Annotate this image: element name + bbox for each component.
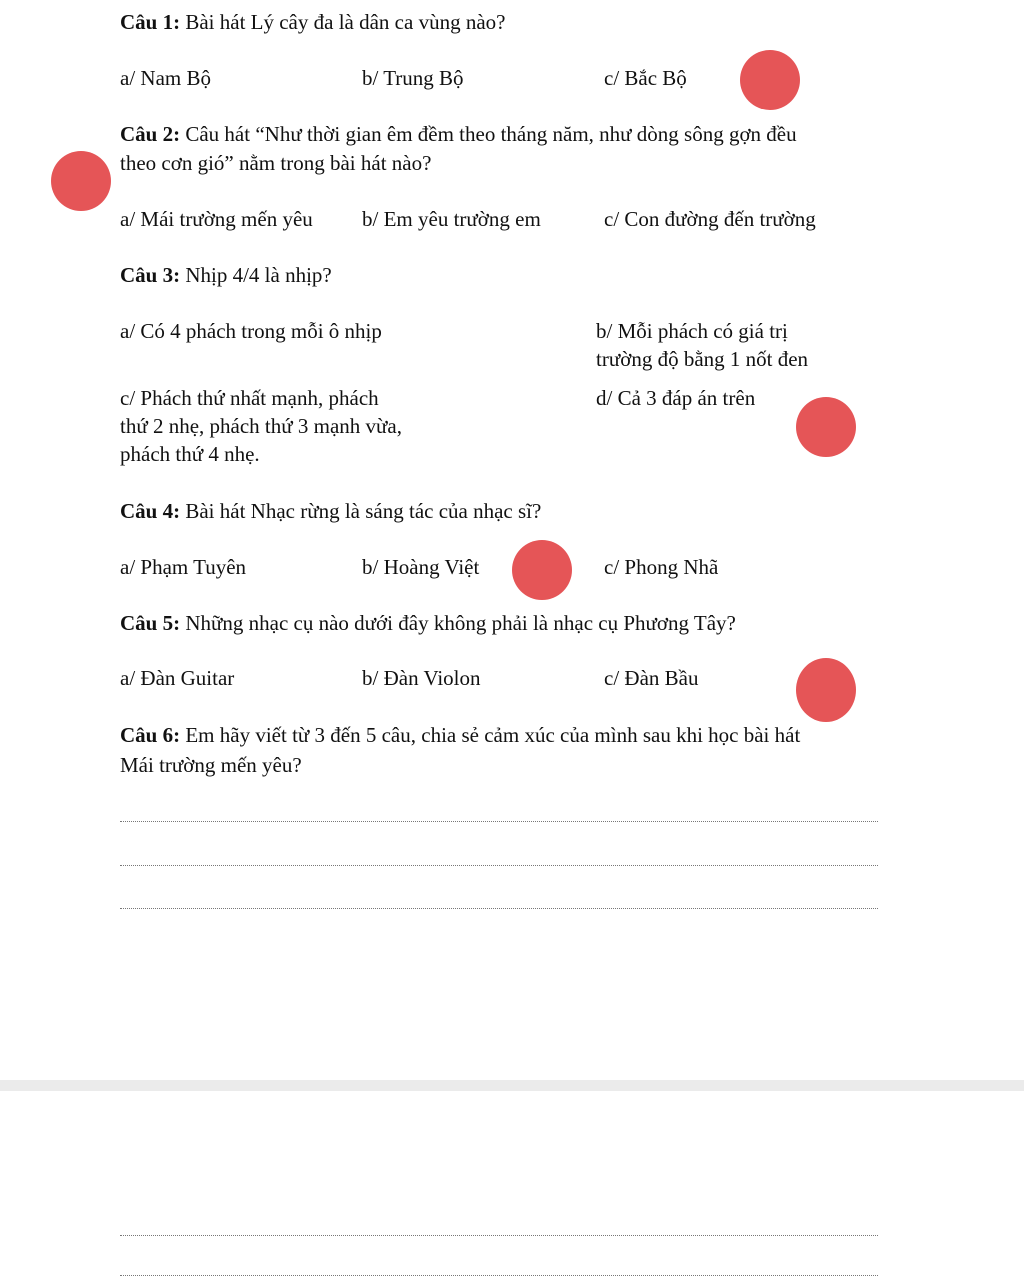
question-5: [120, 609, 736, 637]
answer-line[interactable]: [120, 865, 878, 866]
red-marker-dot: [51, 151, 111, 211]
question-1: [120, 8, 505, 36]
answer-line[interactable]: [120, 908, 878, 909]
q4-option-b[interactable]: b/ Hoàng Việt: [362, 555, 480, 579]
question-2-text-line-2: theo cơn gió” nằm trong bài hát nào?: [120, 151, 432, 175]
q1-option-a[interactable]: a/ Nam Bộ: [120, 66, 211, 90]
red-marker-dot: [796, 658, 856, 722]
red-marker-dot: [796, 397, 856, 457]
question-1-number: Câu 1:: [120, 10, 181, 34]
q2-option-b[interactable]: b/ Em yêu trường em: [362, 207, 541, 231]
question-3: [120, 261, 332, 289]
q3-option-d[interactable]: d/ Cả 3 đáp án trên: [596, 386, 756, 410]
question-4-text: Bài hát Nhạc rừng là sáng tác của nhạc sĩ?: [185, 499, 542, 523]
question-4-number: Câu 4:: [120, 499, 181, 523]
q5-option-b[interactable]: b/ Đàn Violon: [362, 666, 481, 690]
question-6: [120, 721, 800, 749]
q3-option-c-line-2: thứ 2 nhẹ, phách thứ 3 mạnh vừa,: [120, 414, 403, 438]
question-2: [120, 120, 797, 148]
question-3-text: Nhịp 4/4 là nhịp?: [185, 263, 332, 287]
q3-option-c-line-1: c/ Phách thứ nhất mạnh, phách: [120, 386, 379, 410]
q3-option-b[interactable]: [596, 317, 808, 373]
answer-line[interactable]: [120, 1275, 878, 1276]
question-6-text-line-1: Em hãy viết từ 3 đến 5 câu, chia sẻ cảm xúc của mình sau khi học bài hát: [185, 723, 801, 747]
red-marker-dot: [512, 540, 572, 600]
question-1-text: Bài hát Lý cây đa là dân ca vùng nào?: [185, 10, 506, 34]
question-2-number: Câu 2:: [120, 122, 181, 146]
q5-option-c[interactable]: c/ Đàn Bầu: [604, 666, 699, 690]
answer-line[interactable]: [120, 821, 878, 822]
q4-option-a[interactable]: a/ Phạm Tuyên: [120, 555, 247, 579]
q1-option-c[interactable]: c/ Bắc Bộ: [604, 66, 687, 90]
question-4: [120, 497, 541, 525]
red-marker-dot: [740, 50, 800, 110]
q4-option-c[interactable]: c/ Phong Nhã: [604, 555, 719, 579]
q3-option-a[interactable]: a/ Có 4 phách trong mỗi ô nhịp: [120, 319, 382, 343]
q3-option-c[interactable]: [120, 384, 402, 468]
q5-option-a[interactable]: a/ Đàn Guitar: [120, 666, 235, 690]
q3-option-c-line-3: phách thứ 4 nhẹ.: [120, 442, 260, 466]
q3-option-b-line-2: trường độ bằng 1 nốt đen: [596, 347, 809, 371]
question-6-text-line-2: Mái trường mến yêu?: [120, 753, 302, 777]
question-5-text: Những nhạc cụ nào dưới đây không phải là nhạc cụ Phương Tây?: [185, 611, 736, 635]
question-3-number: Câu 3:: [120, 263, 181, 287]
q2-option-c[interactable]: c/ Con đường đến trường: [604, 207, 816, 231]
q1-option-b[interactable]: b/ Trung Bộ: [362, 66, 464, 90]
question-2-text-line-1: Câu hát “Như thời gian êm đềm theo tháng năm, như dòng sông gợn đều: [185, 122, 797, 146]
answer-line[interactable]: [120, 1235, 878, 1236]
q3-option-b-line-1: b/ Mỗi phách có giá trị: [596, 319, 788, 343]
page-separator: [0, 1080, 1024, 1091]
question-5-number: Câu 5:: [120, 611, 181, 635]
question-6-number: Câu 6:: [120, 723, 181, 747]
q2-option-a[interactable]: a/ Mái trường mến yêu: [120, 207, 313, 231]
